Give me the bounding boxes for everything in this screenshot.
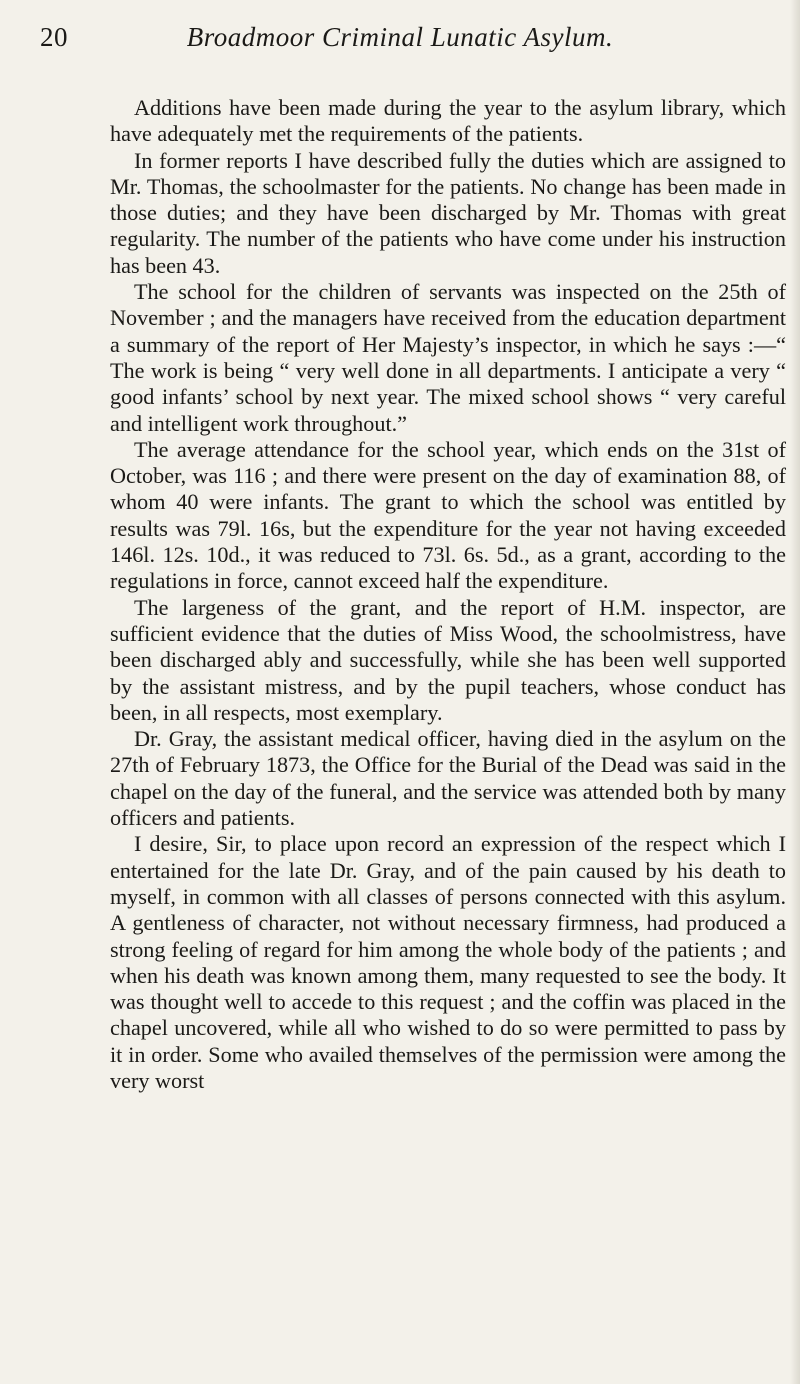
paragraph-schoolmistress: The largeness of the grant, and the report of H.M. inspector, are sufficient evidence that the duties of Miss Wood, the schoolmistress, have been discharged ably and successfully, while she has been well supported by the assistant mistress, and by the pupil teachers, whose conduct has been, in all respects, most exemplary. [110,594,786,725]
paragraph-attendance-grant: The average attendance for the school year, which ends on the 31st of October, was 116 ; and there were present on the day of examination 88, of whom 40 were infants. The grant to which the school was entitled by results was 79l. 16s, but the expenditure for the year not having exceeded 146l. 12s. 10d., it was reduced to 73l. 6s. 5d., as a grant, according to the regulations in force, cannot exceed half the expenditure. [110,436,786,594]
paragraph-dr-gray-death: Dr. Gray, the assistant medical officer, having died in the asylum on the 27th of February 1873, the Office for the Burial of the Dead was said in the chapel on the day of the funeral, and the service was attended both by many officers and patients. [110,726,786,831]
page-number: 20 [40,22,68,52]
paragraph-dr-gray-respect: I desire, Sir, to place upon record an expression of the respect which I entertained for the late Dr. Gray, and of the pain caused by his death to myself, in common with all classes of persons connected with this asylum. A gentleness of character, not without necessary firmness, had produced a strong feeling of regard for him among the whole body of the patients ; and when his death was known among them, many requested to see the body. It was thought well to accede to this request ; and the coffin was placed in the chapel uncovered, while all who wished to do so were permitted to pass by it in order. Some who availed themselves of the permission were among the very worst [110,831,786,1093]
body-text [110,95,786,1094]
paragraph-school-inspection: The school for the children of servants was inspected on the 25th of November ; and the managers have received from the education department a summary of the report of Her Majesty’s inspector, in which he says :—“ The work is being “ very well done in all departments. I anticipate a very “ good infants’ school by next year. The mixed school shows “ very careful and intelligent work throughout.” [110,279,786,436]
running-title: Broadmoor Criminal Lunatic Asylum. [186,22,614,52]
paragraph-schoolmaster: In former reports I have described fully the duties which are assigned to Mr. Thomas, the schoolmaster for the patients. No change has been made in those duties; and they have been discharged by Mr. Thomas with great regularity. The number of the patients who have come under his instruction has been 43. [110,147,786,278]
page-header [0,22,800,62]
paragraph-library: Additions have been made during the year to the asylum library, which have adequately met the requirements of the patients. [110,95,786,147]
page-edge-shadow [790,0,800,1384]
